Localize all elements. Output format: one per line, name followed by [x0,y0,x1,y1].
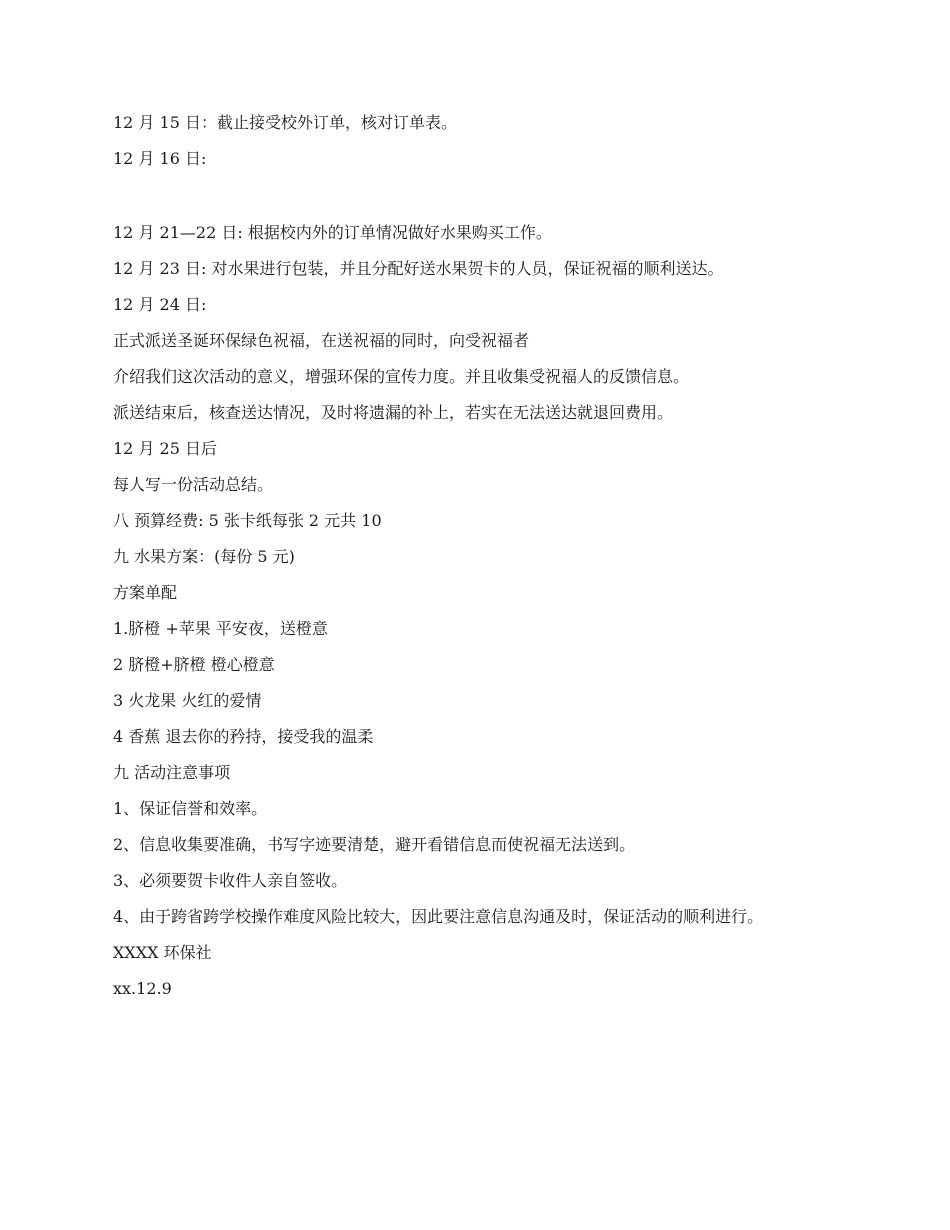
note-item-2: 2、信息收集要准确，书写字迹要清楚，避开看错信息而使祝福无法送到。 [113,835,636,854]
schedule-dec23: 12 月 23 日: 对水果进行包装，并且分配好送水果贺卡的人员，保证祝福的顺利送达。 [113,259,724,278]
fruit-plan-heading: 九 水果方案：(每份 5 元) [113,547,295,566]
plan-item-1: 1.脐橙 +苹果 平安夜，送橙意 [113,619,328,638]
schedule-dec24: 12 月 24 日: [113,295,207,314]
delivery-paragraph-2: 介绍我们这次活动的意义，增强环保的宣传力度。并且收集受祝福人的反馈信息。 [113,367,690,386]
schedule-dec15: 12 月 15 日：截止接受校外订单，核对订单表。 [113,113,457,132]
blank-spacer [113,185,833,223]
plan-item-2: 2 脐橙+脐橙 橙心橙意 [113,655,275,674]
schedule-dec16: 12 月 16 日: [113,149,207,168]
note-item-3: 3、必须要贺卡收件人亲自签收。 [113,871,348,890]
note-item-4: 4、由于跨省跨学校操作难度风险比较大，因此要注意信息沟通及时，保证活动的顺利进行。 [113,907,764,926]
document-date: xx.12.9 [113,979,172,998]
document-body [113,113,833,1015]
schedule-dec25: 12 月 25 日后 [113,439,217,458]
schedule-dec21-22: 12 月 21—22 日: 根据校内外的订单情况做好水果购买工作。 [113,223,552,242]
summary-note: 每人写一份活动总结。 [113,475,274,494]
plan-item-3: 3 火龙果 火红的爱情 [113,691,262,710]
delivery-paragraph-1: 正式派送圣诞环保绿色祝福，在送祝福的同时，向受祝福者 [113,331,530,350]
delivery-paragraph-3: 派送结束后，核查送达情况，及时将遗漏的补上，若实在无法送达就退回费用。 [113,403,674,422]
budget-heading: 八 预算经费: 5 张卡纸每张 2 元共 10 [113,511,382,530]
plan-combo-heading: 方案单配 [113,583,178,602]
organization-signature: XXXX 环保社 [113,943,212,962]
notes-heading: 九 活动注意事项 [113,763,231,782]
note-item-1: 1、保证信誉和效率。 [113,799,268,818]
plan-item-4: 4 香蕉 退去你的矜持，接受我的温柔 [113,727,374,746]
